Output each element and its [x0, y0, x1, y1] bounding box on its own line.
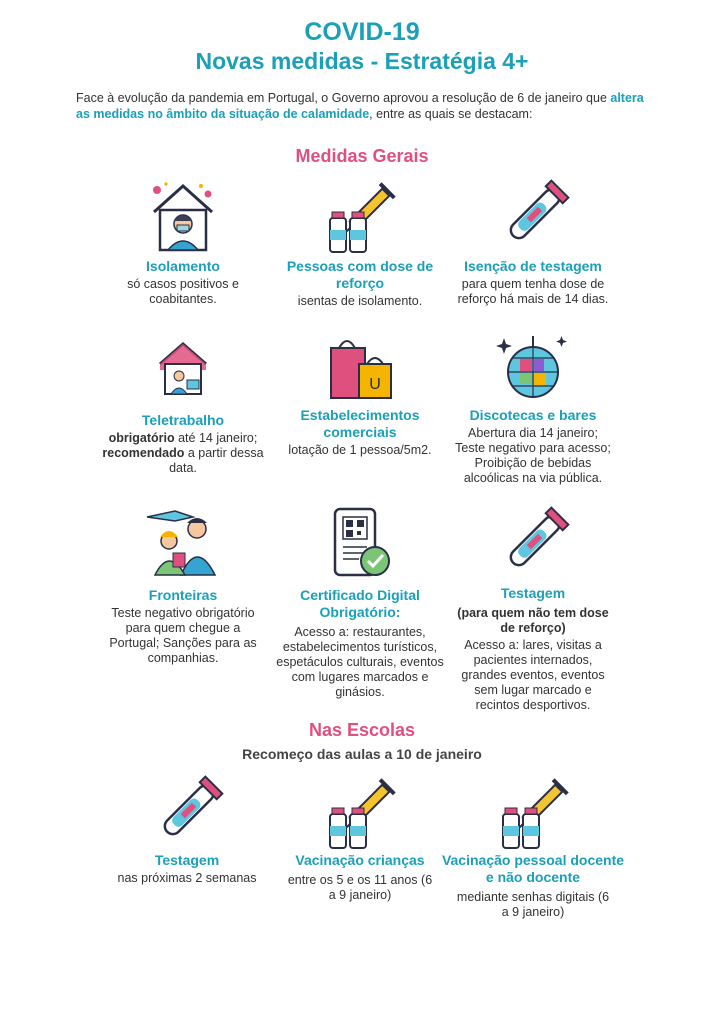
- intro-highlight: altera as medidas no âmbito da situação de calamidade: [76, 91, 644, 121]
- measure-title: Isolamento: [146, 258, 220, 274]
- test-tube-icon: [149, 774, 225, 850]
- desc-text: até 14 janeiro;: [174, 431, 258, 445]
- vaccine-syringe-icon: [322, 774, 398, 850]
- remote-work-house-icon: [157, 340, 209, 396]
- test-tube-icon: [495, 505, 571, 581]
- measure-desc: [98, 431, 268, 476]
- measure-desc: só casos positivos e coabitantes.: [127, 277, 239, 306]
- svg-text:U: U: [369, 376, 381, 393]
- measure-title: Fronteiras: [148, 587, 218, 603]
- school-item-title: Vacinação pessoal docente e não docente: [441, 852, 625, 885]
- measure-desc: isentas de isolamento.: [297, 294, 423, 308]
- vaccine-syringe-icon: [322, 178, 398, 254]
- school-item-desc: entre os 5 e os 11 anos (6 a 9 janeiro): [287, 873, 433, 902]
- schools-subheading: Recomeço das aulas a 10 de janeiro: [242, 746, 482, 762]
- page-title: COVID-19: [304, 18, 420, 46]
- section-heading-medidas-gerais: Medidas Gerais: [295, 146, 429, 166]
- disco-ball-icon: [496, 334, 570, 400]
- school-item-title: Vacinação crianças: [295, 852, 425, 868]
- section-heading-nas-escolas: Nas Escolas: [308, 720, 416, 740]
- measure-isolamento: [88, 178, 278, 307]
- measure-estabelecimentos: [265, 334, 455, 458]
- measure-fronteiras: [88, 507, 278, 666]
- measure-title: Testagem: [500, 585, 566, 601]
- measure-title: Pessoas com dose de reforço: [286, 258, 434, 291]
- measure-title: Teletrabalho: [141, 412, 225, 428]
- measure-desc: lotação de 1 pessoa/5m2.: [288, 443, 432, 457]
- measure-dose-reforco: [265, 178, 455, 309]
- measure-certificado-digital: [265, 507, 455, 700]
- measure-discotecas: [438, 334, 628, 486]
- measure-isencao-testagem: [438, 178, 628, 307]
- intro-text-1: Face à evolução da pandemia em Portugal, o Governo aprovou a resolução de 6 de janeiro que: [76, 91, 611, 105]
- intro-text-2: , entre as quais se destacam:: [369, 107, 533, 121]
- measure-title: Discotecas e bares: [469, 407, 597, 423]
- digital-certificate-icon: [327, 507, 393, 579]
- measure-desc: Acesso a: lares, visitas a pacientes internados, grandes eventos, eventos sem lugar marcado e recintos desportivos.: [461, 638, 605, 712]
- desc-bold: obrigatório: [108, 431, 175, 445]
- school-testagem: [92, 774, 282, 886]
- measure-desc: Teste negativo obrigatório para quem chegue a Portugal; Sanções para as companhias.: [109, 606, 257, 665]
- measure-teletrabalho: [88, 340, 278, 476]
- intro-paragraph: [76, 90, 651, 122]
- school-item-desc: nas próximas 2 semanas: [117, 871, 257, 885]
- shopping-bags-icon: [325, 334, 395, 400]
- measure-title: Isenção de testagem: [464, 258, 602, 274]
- measure-subtitle: (para quem não tem dose de reforço): [457, 606, 609, 635]
- test-tube-icon: [495, 178, 571, 254]
- measure-title: Estabelecimentos comerciais: [300, 407, 420, 440]
- house-person-mask-icon: [148, 178, 218, 252]
- school-vacinacao-criancas: [265, 774, 455, 903]
- border-control-icon: [145, 507, 221, 577]
- measure-desc: Acesso a: restaurantes, estabelecimentos turísticos, espetáculos culturais, eventos com lugares marcados e ginásios.: [276, 625, 444, 699]
- measure-testagem: [438, 505, 628, 713]
- page-subtitle: Novas medidas - Estratégia 4+: [195, 48, 529, 74]
- measure-title: Certificado Digital Obrigatório:: [300, 587, 420, 620]
- desc-bold: recomendado: [102, 446, 185, 460]
- desc-text: a partir dessa data.: [169, 446, 264, 475]
- school-item-desc: mediante senhas digitais (6 a 9 janeiro): [456, 890, 610, 919]
- school-item-title: Testagem: [154, 852, 220, 868]
- measure-desc: para quem tenha dose de reforço há mais de 14 dias.: [457, 277, 609, 306]
- vaccine-syringe-icon: [495, 774, 571, 850]
- school-vacinacao-pessoal: [438, 774, 628, 920]
- measure-desc: Abertura dia 14 janeiro; Teste negativo para acesso; Proibição de bebidas alcoólicas na via pública.: [455, 426, 611, 485]
